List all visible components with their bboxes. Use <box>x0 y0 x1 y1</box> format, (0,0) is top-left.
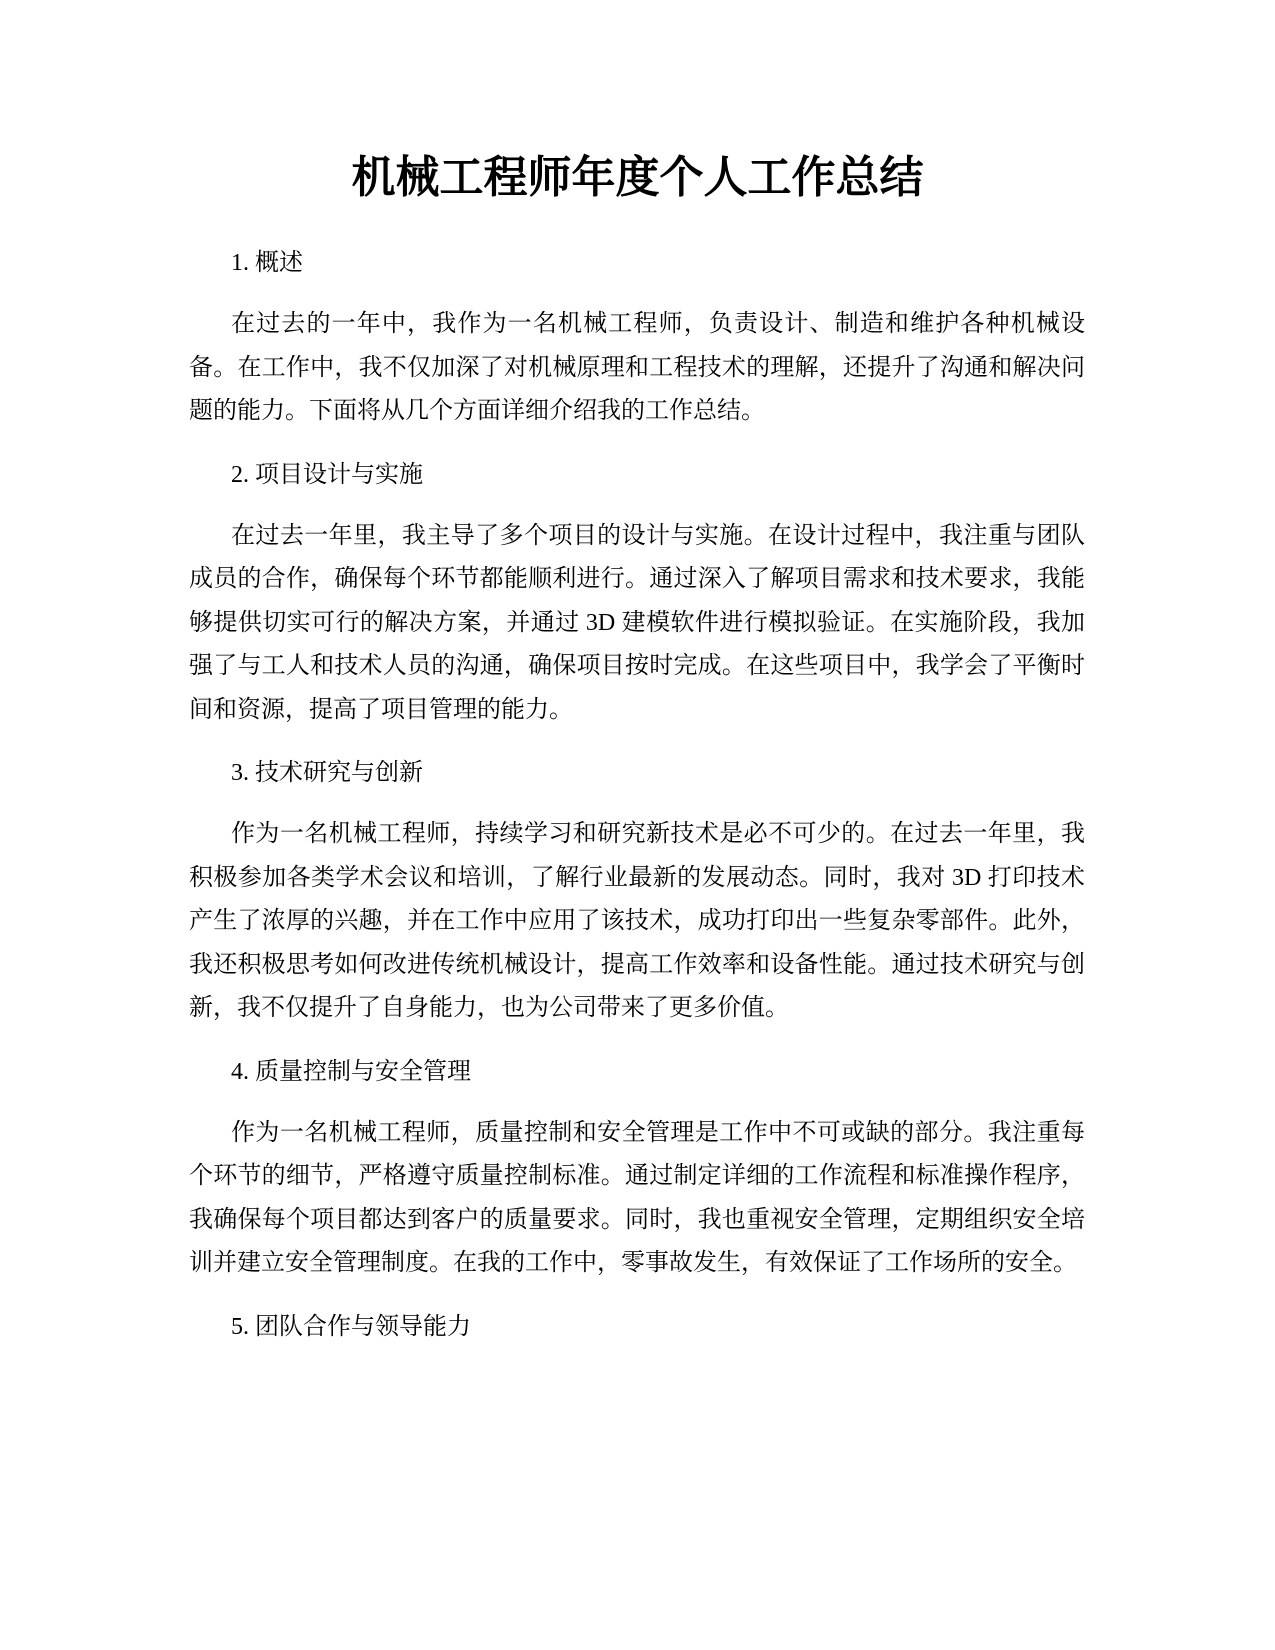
section-heading-project-design: 2. 项目设计与实施 <box>231 461 423 488</box>
section-heading-teamwork: 5. 团队合作与领导能力 <box>231 1313 471 1340</box>
section-heading-quality-safety: 4. 质量控制与安全管理 <box>231 1058 471 1085</box>
section-paragraph-project-design: 在过去一年里，我主导了多个项目的设计与实施。在设计过程中，我注重与团队成员的合作，确保每个环节都能顺利进行。通过深入了解项目需求和技术要求，我能够提供切实可行的解决方案，并通过 3D 建模软件进行模拟验证。在实施阶段，我加强了与工人和技术人员的沟通，确保项目按时完成。在这些项目中，我学会了平衡时间和资源，提高了项目管理的能力。 <box>189 522 1085 723</box>
document-title: 机械工程师年度个人工作总结 <box>351 152 924 203</box>
document-body <box>189 243 1085 1347</box>
section-paragraph-tech-research: 作为一名机械工程师，持续学习和研究新技术是必不可少的。在过去一年里，我积极参加各类学术会议和培训，了解行业最新的发展动态。同时，我对 3D 打印技术产生了浓厚的兴趣，并在工作中应用了该技术，成功打印出一些复杂零部件。此外，我还积极思考如何改进传统机械设计，提高工作效率和设备性能。通过技术研究与创新，我不仅提升了自身能力，也为公司带来了更多价值。 <box>189 821 1085 1021</box>
section-paragraph-overview: 在过去的一年中，我作为一名机械工程师，负责设计、制造和维护各种机械设备。在工作中，我不仅加深了对机械原理和工程技术的理解，还提升了沟通和解决问题的能力。下面将从几个方面详细介绍我的工作总结。 <box>189 311 1085 424</box>
section-paragraph-quality-safety: 作为一名机械工程师，质量控制和安全管理是工作中不可或缺的部分。我注重每个环节的细节，严格遵守质量控制标准。通过制定详细的工作流程和标准操作程序，我确保每个项目都达到客户的质量要求。同时，我也重视安全管理，定期组织安全培训并建立安全管理制度。在我的工作中，零事故发生，有效保证了工作场所的安全。 <box>189 1119 1085 1276</box>
section-heading-overview: 1. 概述 <box>231 250 303 276</box>
section-heading-tech-research: 3. 技术研究与创新 <box>231 760 423 786</box>
